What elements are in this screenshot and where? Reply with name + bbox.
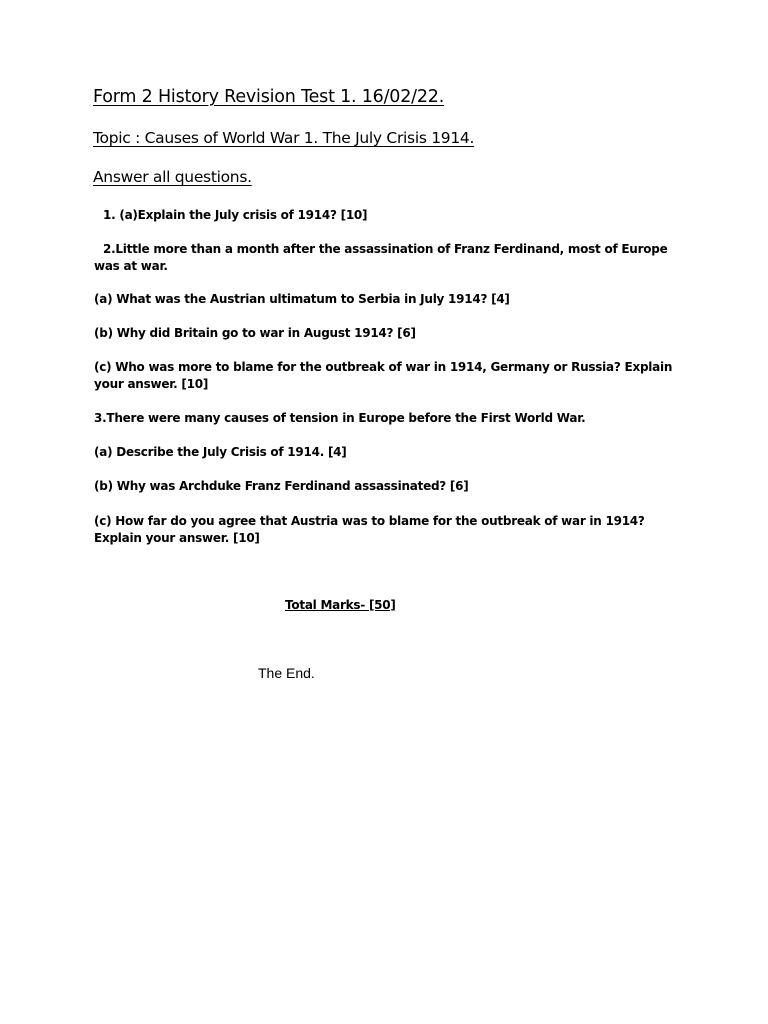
question-2a: (a) What was the Austrian ultimatum to Serbia in July 1914? [4] <box>94 292 510 306</box>
question-2-intro-text: 2.Little more than a month after the assassination of Franz Ferdinand, most of Europe was at war. <box>94 242 668 273</box>
question-2b: (b) Why did Britain go to war in August 1914? [6] <box>94 326 416 340</box>
question-3b: (b) Why was Archduke Franz Ferdinand assassinated? [6] <box>94 479 469 493</box>
end-text: The End. <box>258 665 315 681</box>
total-marks: Total Marks- [50] <box>285 598 396 612</box>
topic-heading: Topic : Causes of World War 1. The July Crisis 1914. <box>93 129 475 147</box>
instruction-heading: Answer all questions. <box>93 168 252 186</box>
question-2-intro <box>94 241 674 275</box>
question-3c: (c) How far do you agree that Austria was to blame for the outbreak of war in 1914? Explain your answer. [10] <box>94 514 645 545</box>
document-title: Form 2 History Revision Test 1. 16/02/22. <box>93 87 445 107</box>
question-3a: (a) Describe the July Crisis of 1914. [4] <box>94 445 347 459</box>
question-1: 1. (a)Explain the July crisis of 1914? [10] <box>103 208 368 222</box>
question-2c: (c) Who was more to blame for the outbreak of war in 1914, Germany or Russia? Explain your answer. [10] <box>94 360 673 391</box>
question-3-intro: 3.There were many causes of tension in Europe before the First World War. <box>94 411 586 425</box>
